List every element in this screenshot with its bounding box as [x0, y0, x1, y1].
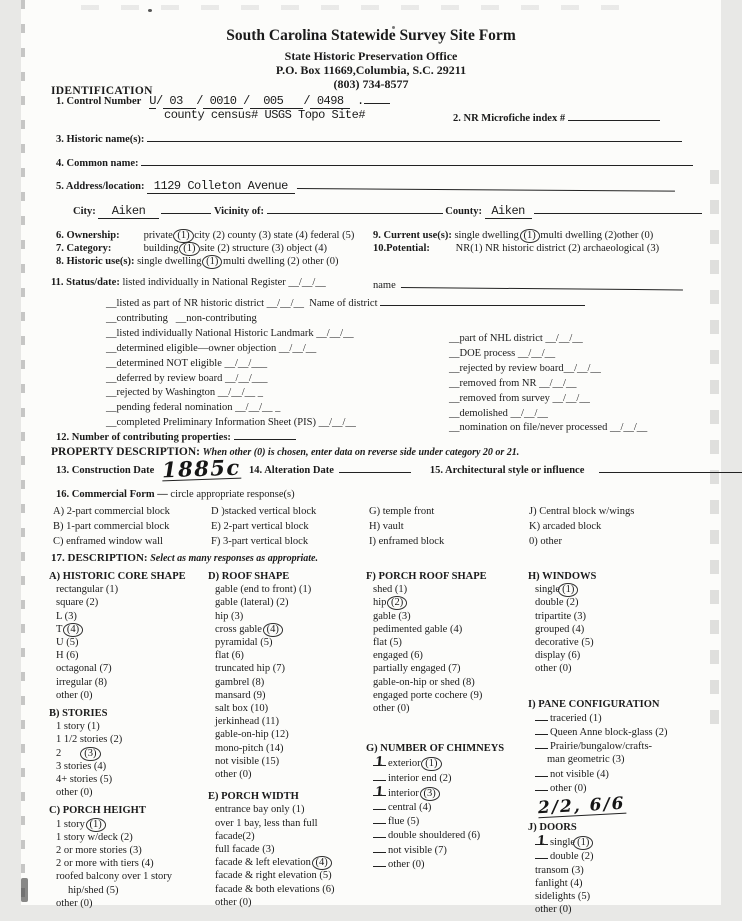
current-use-row: [373, 230, 653, 242]
commercial-column-4: [529, 504, 634, 549]
text-segment: traceried (1): [550, 712, 602, 724]
option-item: not visible (15): [215, 755, 280, 767]
text-segment: hip: [373, 597, 390, 609]
option-item: gable (end to front) (1): [215, 584, 312, 596]
status-options-right: [449, 332, 647, 436]
group-header: E) PORCH WIDTH: [208, 791, 299, 803]
option-item: engaged (6): [373, 650, 423, 662]
form-org: State Historic Preservation Office: [284, 49, 458, 63]
group-header: J) DOORS: [528, 822, 577, 834]
option-item: salt box (10): [215, 703, 269, 715]
option-item: square (2): [56, 597, 99, 609]
circled-response: (4): [263, 623, 283, 637]
county-label: County:: [445, 206, 483, 217]
option-item: flat (5): [373, 637, 402, 649]
option-item: facade & right elevation (5): [215, 870, 332, 882]
option-item: __contributing __non-contributing: [106, 312, 257, 324]
description-group: [208, 570, 366, 781]
option-item: __determined NOT eligible __/__/___: [106, 357, 268, 369]
text-segment: NR(1) NR historic district (2) archaeological (3): [455, 243, 660, 254]
scan-speck: [21, 878, 28, 902]
text-segment: 1 story: [56, 818, 88, 830]
status-first-option: listed individually in National Register __/__/__: [122, 277, 326, 288]
handwritten-mark: 1: [536, 832, 547, 849]
text-segment: building: [143, 243, 182, 254]
option-item: rectangular (1): [56, 584, 119, 596]
text-segment: interior end (2): [388, 772, 452, 784]
common-name-label: 4. Common name:: [56, 158, 139, 169]
form-address: P.O. Box 11669,Columbia, S.C. 29211: [275, 63, 467, 77]
handwritten-mark: 1: [374, 782, 385, 799]
option-item: shed (1): [373, 584, 408, 596]
group-header: I) PANE CONFIGURATION: [528, 698, 660, 710]
circled-response: (1): [421, 757, 441, 771]
city-label: City:: [73, 206, 96, 217]
description-group: [49, 570, 204, 702]
option-item: tripartite (3): [535, 610, 587, 622]
group-header: H) WINDOWS: [528, 571, 597, 582]
circled-response: (3): [420, 787, 440, 801]
blank-line: [161, 203, 211, 214]
category-options: [144, 243, 327, 254]
form-title: South Carolina Statewide Survey Site Form: [226, 27, 516, 44]
text-segment: 005: [249, 94, 304, 108]
text-segment: flue (5): [388, 816, 420, 828]
historic-name-label: 3. Historic name(s):: [56, 134, 145, 145]
control-number-sublabels: county census# USGS Topo Site#: [164, 108, 366, 122]
option-item: [528, 834, 700, 849]
blank-line: [535, 711, 548, 721]
option-item: [208, 856, 366, 869]
option-item: gable-on-hip (12): [215, 729, 289, 741]
address-value: 1129 Colleton Avenue: [147, 179, 295, 193]
commercial-column-3: [369, 504, 444, 549]
option-item: double (2): [535, 597, 579, 609]
blank-line: [401, 277, 683, 290]
blank-line: [373, 814, 386, 824]
option-item: D )stacked vertical block: [211, 506, 317, 517]
construction-date-label: 13. Construction Date: [56, 465, 155, 476]
option-item: partially engaged (7): [373, 663, 461, 675]
text-segment: single dwelling: [454, 230, 522, 241]
text-segment: Prairie/bungalow/crafts-: [550, 741, 653, 753]
option-item: __completed Preliminary Information Sheet (PIS) __/__/__: [106, 417, 356, 429]
option-item: __nomination on file/never processed __/__/__: [449, 422, 648, 434]
form-header: [21, 27, 721, 91]
group-header: A) HISTORIC CORE SHAPE: [49, 571, 186, 582]
option-item: [366, 843, 526, 857]
control-number-label: 1. Control Number: [56, 96, 142, 107]
option-item: [366, 596, 526, 609]
option-item: 1 story (1): [56, 721, 100, 733]
description-group: [49, 707, 204, 799]
status-date-label: 11. Status/date:: [51, 277, 120, 288]
text-segment: exterior: [388, 758, 424, 770]
text-segment: .: [350, 94, 364, 108]
blank-line: [373, 800, 386, 810]
ownership-options: [144, 230, 355, 241]
identification-heading: IDENTIFICATION: [51, 85, 153, 97]
circled-response: (1): [520, 229, 540, 243]
option-item: [366, 771, 526, 785]
description-group: [366, 570, 526, 715]
option-item: over 1 bay, less than full: [215, 817, 318, 829]
text-segment: site (2) structure (3) object (4): [197, 243, 327, 254]
option-item: fanlight (4): [535, 877, 583, 889]
option-item: transom (3): [535, 864, 584, 876]
option-item: gable (3): [373, 610, 411, 622]
scan-edge-noise: [21, 0, 25, 905]
group-header: G) NUMBER OF CHIMNEYS: [366, 743, 505, 755]
option-item: [106, 295, 585, 312]
status-name-label: name: [373, 280, 399, 291]
blank-line: [234, 429, 296, 440]
option-item: flat (6): [215, 650, 244, 662]
form-phone: (803) 734-8577: [333, 77, 409, 91]
option-item: other (0): [215, 896, 252, 908]
option-item: [49, 884, 204, 897]
status-date-row: [51, 277, 326, 288]
text-segment: city (2) county (3) state (4) federal (5): [191, 230, 355, 241]
text-segment: man geometric (3): [547, 754, 625, 766]
blank-line: [373, 843, 386, 853]
city-row: [73, 203, 702, 218]
blank-line: [568, 110, 660, 121]
text-segment: Queen Anne block-glass (2): [550, 727, 668, 739]
option-item: H (6): [56, 650, 79, 662]
description-heading: 17. DESCRIPTION:: [51, 552, 148, 564]
option-item: C) enframed window wall: [53, 536, 163, 547]
option-item: mansard (9): [215, 689, 266, 701]
potential-options: [456, 243, 660, 254]
text-segment: T: [56, 623, 65, 635]
option-item: pyramidal (5): [215, 637, 273, 649]
option-item: entrance bay only (1): [215, 804, 305, 816]
description-column-4: [528, 570, 700, 921]
commercial-form-note: circle appropriate response(s): [170, 489, 295, 500]
text-segment: double shouldered (6): [388, 830, 481, 842]
option-item: __removed from survey __/__/__: [449, 392, 590, 404]
option-item: G) temple front: [369, 506, 435, 517]
text-segment: /: [243, 94, 250, 108]
option-item: 4+ stories (5): [56, 774, 113, 786]
option-item: K) arcaded block: [529, 521, 602, 532]
option-item: other (0): [56, 897, 93, 909]
text-segment: /: [196, 94, 203, 108]
option-item: __pending federal nomination __/__/__ _: [106, 402, 281, 414]
option-item: [528, 849, 700, 863]
historic-use-options: [137, 256, 338, 267]
historic-name-row: [56, 131, 682, 145]
control-number-value: [149, 93, 389, 108]
circled-response: (2): [387, 596, 407, 610]
contributing-properties-row: [56, 429, 296, 443]
text-segment: interior: [388, 787, 422, 799]
option-item: [528, 739, 700, 753]
option-item: sidelights (5): [535, 891, 591, 903]
category-label: 7. Category:: [56, 243, 112, 254]
handwritten-note: 2/2, 6/6: [537, 793, 626, 819]
option-item: F) 3-part vertical block: [211, 536, 309, 547]
text-segment: cross gable: [215, 623, 265, 635]
option-item: [528, 725, 700, 739]
option-item: 3 stories (4): [56, 760, 107, 772]
option-item: irregular (8): [56, 676, 108, 688]
option-item: octagonal (7): [56, 663, 112, 675]
text-segment: central (4): [388, 802, 432, 814]
blank-line: [141, 155, 693, 166]
text-segment: private: [143, 230, 176, 241]
option-item: __demolished __/__/__: [449, 407, 548, 419]
blank-line: [373, 771, 386, 781]
option-item: other (0): [215, 769, 252, 781]
option-item: __removed from NR __/__/__: [449, 377, 577, 389]
text-segment: not visible (7): [388, 844, 447, 856]
historic-use-label: 8. Historic use(s):: [56, 256, 135, 267]
scan-edge-noise: [710, 170, 719, 730]
option-item: pedimented gable (4): [373, 623, 463, 635]
current-use-options: [454, 230, 653, 241]
blank-line: [339, 462, 411, 473]
commercial-column-1: [53, 504, 170, 549]
text-segment: other (0): [388, 858, 425, 870]
text-segment: /: [303, 94, 311, 108]
blank-line: [147, 131, 682, 142]
text-segment: __listed as part of NR historic district __/__/__ Name of district: [106, 298, 381, 309]
commercial-column-2: [211, 504, 316, 549]
option-item: __rejected by Washington __/__/__ _: [106, 387, 264, 399]
circled-response: (1): [86, 818, 106, 832]
nr-microfiche-label: 2. NR Microfiche index #: [453, 113, 566, 124]
option-item: __listed individually National Historic Landmark __/__/__: [106, 327, 354, 339]
option-item: __rejected by review board__/__/__: [449, 362, 601, 374]
option-item: __part of NHL district __/__/__: [449, 333, 583, 344]
common-name-row: [56, 155, 693, 169]
option-item: 0) other: [529, 536, 562, 547]
option-item: other (0): [56, 787, 93, 799]
nr-microfiche-row: [453, 110, 660, 124]
description-column-3: [366, 570, 526, 876]
option-item: jerkinhead (11): [215, 716, 280, 728]
text-segment: 0010: [202, 94, 244, 108]
text-segment: single dwelling: [137, 256, 205, 267]
potential-row: [373, 243, 659, 254]
alteration-date-label: 14. Alteration Date: [249, 465, 334, 476]
blank-line: [535, 849, 548, 859]
option-item: [528, 753, 700, 766]
text-segment: double (2): [550, 851, 594, 863]
contributing-properties-label: 12. Number of contributing properties:: [56, 432, 231, 443]
city-value: Aiken: [98, 204, 159, 218]
scan-smudge: [81, 5, 641, 10]
circled-response: (1): [202, 255, 222, 269]
description-note: Select as many responses as appropriate.: [150, 553, 318, 564]
option-item: roofed balcony over 1 story: [56, 871, 173, 883]
handwritten-mark: 1: [374, 753, 385, 770]
option-item: L (3): [56, 610, 77, 622]
vicinity-label: Vicinity of:: [213, 206, 264, 217]
description-heading-row: [51, 552, 318, 564]
commercial-form-heading: 16. Commercial Form —: [56, 489, 168, 500]
description-group: [49, 804, 204, 910]
option-item: I) enframed block: [369, 536, 445, 547]
text-segment: 03: [162, 94, 197, 108]
group-header: C) PORCH HEIGHT: [49, 805, 146, 817]
option-item: 1 story w/deck (2): [56, 831, 133, 843]
category-row: [56, 243, 327, 255]
option-item: [528, 583, 700, 596]
option-item: [49, 747, 204, 760]
description-group: [366, 742, 526, 871]
circled-response: (4): [312, 856, 332, 870]
option-item: [366, 755, 526, 770]
construction-date-handwritten-value: 1885c: [161, 454, 242, 483]
ownership-label: 6. Ownership:: [56, 230, 120, 241]
option-item: 2 or more stories (3): [56, 845, 142, 857]
address-label: 5. Address/location:: [56, 181, 145, 192]
blank-line: [535, 767, 548, 777]
blank-line: [534, 203, 702, 214]
description-column-1: [49, 570, 204, 915]
option-item: full facade (3): [215, 844, 275, 856]
text-segment: 0498: [310, 94, 351, 108]
text-segment: not visible (4): [550, 768, 609, 780]
text-segment: multi dwelling (2)other (0): [537, 230, 654, 241]
county-value: Aiken: [484, 204, 532, 218]
blank-line: [535, 781, 548, 791]
option-item: B) 1-part commercial block: [53, 521, 170, 532]
text-segment: single: [535, 584, 561, 596]
option-item: U (5): [56, 637, 79, 649]
option-item: grouped (4): [535, 623, 585, 635]
text-segment: U: [149, 94, 156, 108]
option-item: other (0): [535, 904, 572, 916]
option-item: engaged porte cochere (9): [373, 689, 483, 701]
blank-line: [297, 178, 675, 192]
circled-response: (1): [558, 583, 578, 597]
blank-line: [535, 725, 548, 735]
construction-date-row: [56, 454, 742, 483]
control-number-row: [56, 93, 390, 108]
blank-line: [599, 462, 742, 473]
option-item: [49, 623, 204, 636]
option-item: decorative (5): [535, 637, 594, 649]
option-item: [208, 623, 366, 636]
option-item: [366, 814, 526, 828]
description-group: [208, 790, 366, 909]
group-header: D) ROOF SHAPE: [208, 571, 290, 582]
text-segment: /: [155, 94, 163, 108]
circled-response: (1): [173, 229, 193, 243]
option-item: [366, 782, 526, 800]
option-item: [528, 767, 700, 781]
blank-line: [364, 93, 390, 104]
option-item: __deferred by review board __/__/___: [106, 372, 268, 384]
property-description-heading: PROPERTY DESCRIPTION:: [51, 446, 201, 458]
option-item: display (6): [535, 650, 581, 662]
ownership-row: [56, 230, 354, 242]
option-item: mono-pitch (14): [215, 742, 284, 754]
option-item: gable (lateral) (2): [215, 597, 289, 609]
option-item: gable-on-hip or shed (8): [373, 676, 475, 688]
option-item: [366, 857, 526, 871]
status-name-row: [373, 277, 683, 291]
option-item: A) 2-part commercial block: [53, 506, 170, 517]
description-column-2: [208, 570, 366, 914]
option-item: facade(2): [215, 830, 255, 842]
blank-line: [267, 203, 443, 214]
blank-line: [535, 739, 548, 749]
option-item: __DOE process __/__/__: [449, 347, 556, 359]
text-segment: 2: [56, 747, 83, 759]
style-influence-label: 15. Architectural style or influence: [429, 465, 585, 476]
option-item: E) 2-part vertical block: [211, 521, 309, 532]
option-item: other (0): [56, 689, 93, 701]
commercial-form-heading-row: [56, 489, 295, 500]
group-header: B) STORIES: [49, 708, 108, 720]
current-use-label: 9. Current use(s):: [373, 230, 452, 241]
option-item: [49, 818, 204, 831]
option-item: other (0): [373, 703, 410, 715]
option-item: 1 1/2 stories (2): [56, 734, 123, 746]
text-segment: other (0): [550, 782, 587, 794]
blank-line: [373, 828, 386, 838]
option-item: [366, 828, 526, 842]
group-header: F) PORCH ROOF SHAPE: [366, 571, 487, 582]
blank-line: [373, 857, 386, 867]
description-group: [528, 570, 700, 676]
option-item: [366, 800, 526, 814]
circled-response: (4): [63, 623, 83, 637]
option-item: [528, 711, 700, 725]
description-group: [528, 821, 700, 916]
text-segment: single: [550, 837, 576, 849]
circled-response: (1): [573, 836, 593, 850]
option-item: facade & both elevations (6): [215, 883, 335, 895]
potential-label: 10.Potential:: [373, 243, 430, 254]
option-item: [528, 781, 700, 795]
option-item: J) Central block w/wings: [529, 506, 635, 517]
historic-use-row: [56, 256, 339, 268]
circled-response: (3): [80, 747, 100, 761]
text-segment: multi dwelling (2) other (0): [220, 256, 339, 267]
description-group: [528, 698, 700, 819]
survey-form-page: [21, 0, 721, 916]
option-item: truncated hip (7): [215, 663, 285, 675]
blank-line: [380, 295, 585, 306]
option-item: 2 or more with tiers (4): [56, 858, 154, 870]
option-item: other (0): [535, 663, 572, 675]
option-item: __determined eligible—owner objection __/__/__: [106, 342, 317, 354]
circled-response: (1): [179, 242, 199, 256]
property-description-note: When other (0) is chosen, enter data on reverse side under category 20 or 21.: [202, 447, 520, 458]
option-item: gambrel (8): [215, 676, 265, 688]
scan-speck: [148, 9, 152, 12]
option-item: hip (3): [215, 610, 244, 622]
address-row: [56, 178, 675, 193]
option-item: H) vault: [369, 521, 404, 532]
text-segment: facade & left elevation: [215, 857, 314, 869]
text-segment: hip/shed (5): [68, 884, 119, 896]
